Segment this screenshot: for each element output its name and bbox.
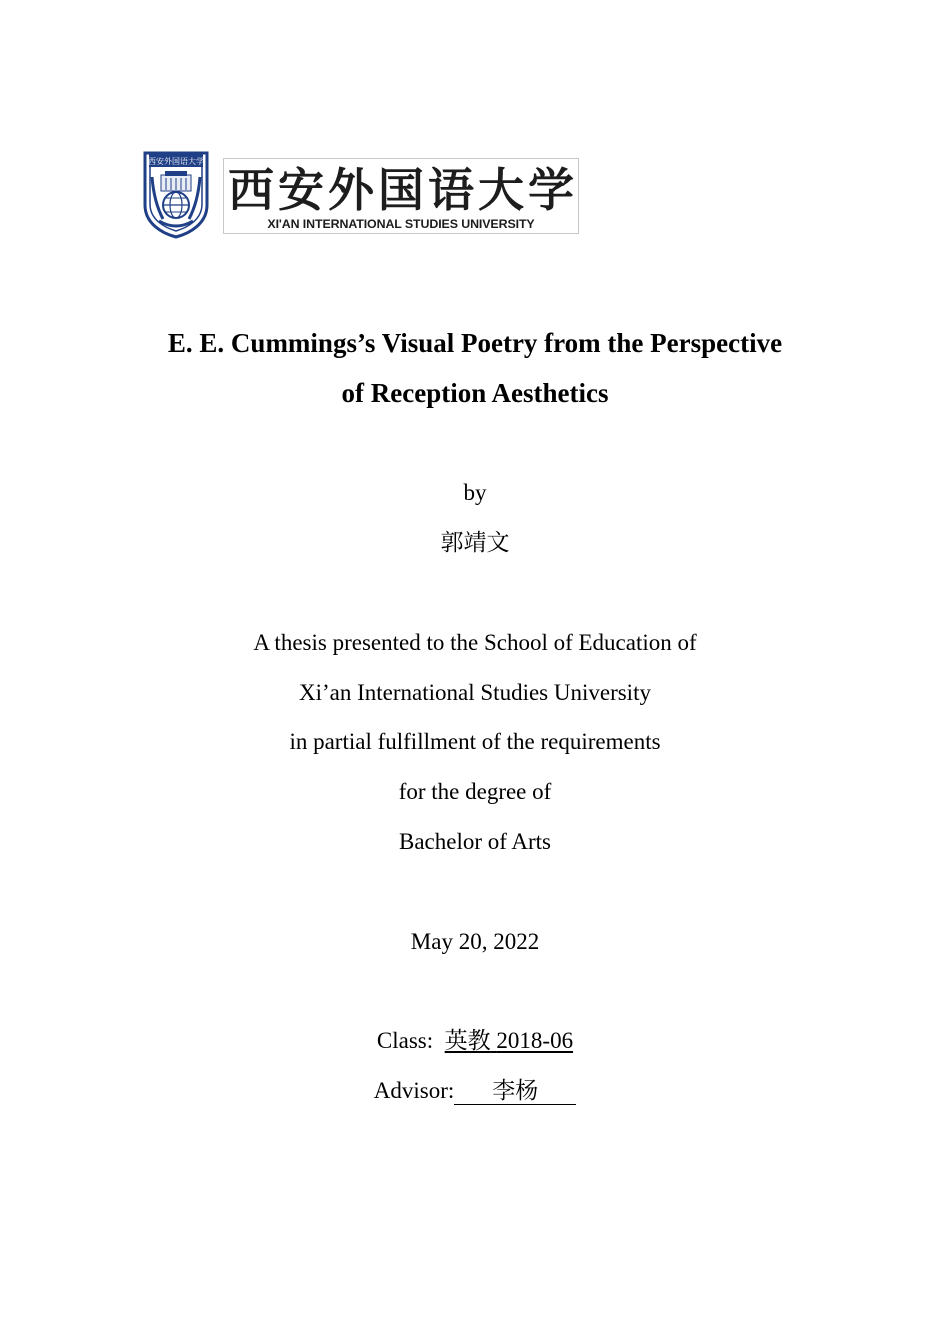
- class-value-cn: 英教: [444, 1028, 491, 1054]
- thesis-title-line-1: E. E. Cummings’s Visual Poetry from the Perspective: [167, 328, 783, 358]
- statement-line-2: Xi’an International Studies University: [299, 680, 651, 705]
- advisor-label: Advisor:: [373, 1078, 455, 1103]
- submission-date: May 20, 2022: [410, 929, 540, 954]
- degree-name: Bachelor of Arts: [398, 829, 551, 854]
- university-logo: [141, 145, 581, 238]
- svg-text:西安外国语大学: 西安外国语大学: [148, 157, 204, 166]
- statement-line-3: in partial fulfillment of the requirements: [289, 729, 661, 754]
- advisor-value: 李杨: [454, 1078, 576, 1105]
- class-value-number: 2018-06: [496, 1028, 574, 1053]
- statement-line-4: for the degree of: [398, 779, 552, 804]
- author-name: 郭靖文: [440, 530, 510, 556]
- by-label: by: [463, 480, 487, 505]
- class-field: [0, 1026, 950, 1056]
- svg-text:西安外国语大学: 西安外国语大学: [228, 163, 578, 216]
- university-emblem-icon: [141, 147, 211, 239]
- class-label: Class:: [376, 1028, 434, 1053]
- wordmark-english: XI'AN INTERNATIONAL STUDIES UNIVERSITY: [267, 217, 535, 231]
- statement-line-1: A thesis presented to the School of Education of: [253, 630, 697, 655]
- advisor-field: [0, 1076, 950, 1106]
- thesis-title-line-2: of Reception Aesthetics: [341, 378, 609, 408]
- university-wordmark: [223, 158, 579, 234]
- class-value: [445, 1028, 573, 1053]
- calligraphy-wordmark: [228, 160, 578, 216]
